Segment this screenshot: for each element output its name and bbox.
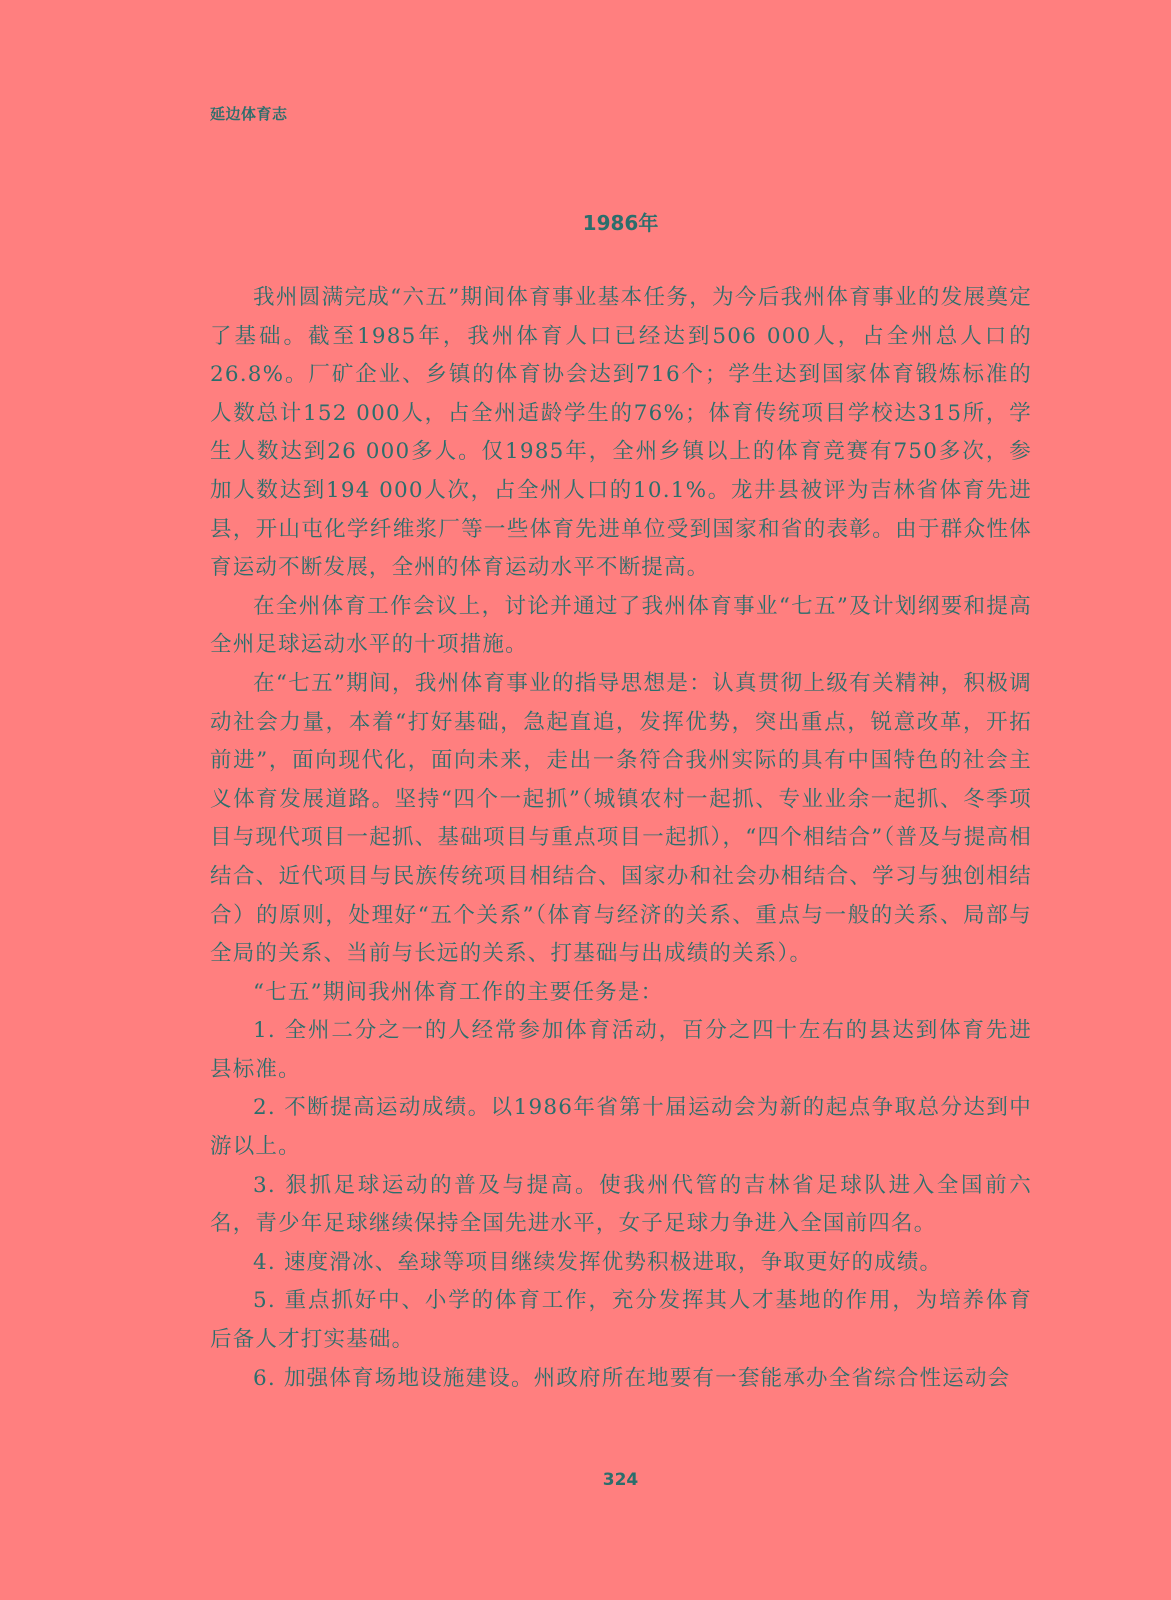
year-heading: 1986年 <box>582 211 659 235</box>
paragraph-summary-sixth-five-year: 我州圆满完成“六五”期间体育事业基本任务，为今后我州体育事业的发展奠定了基础。截至1985年，我州体育人口已经达到506 000人，占全州总人口的26.8%。厂矿企业、乡镇的体育协会达到716个；学生达到国家体育锻炼标准的人数总计152 000人，占全州适龄学生的76%；体育传统项目学校达315所，学生人数达到26 000多人。仅1985年，全州乡镇以上的体育竞赛有750多次，参加人数达到194 000人次，占全州人口的10.1%。龙井县被评为吉林省体育先进县，开山屯化学纤维浆厂等一些体育先进单位受到国家和省的表彰。由于群众性体育运动不断发展，全州的体育运动水平不断提高。 <box>210 285 1032 581</box>
list-item-task-6: 6. 加强体育场地设施建设。州政府所在地要有一套能承办全省综合性运动会 <box>253 1365 1011 1391</box>
list-item-task-2: 2. 不断提高运动成绩。以1986年省第十届运动会为新的起点争取总分达到中游以上。 <box>210 1095 1032 1160</box>
list-item-task-5: 5. 重点抓好中、小学的体育工作，充分发挥其人才基地的作用，为培养体育后备人才打实基础。 <box>210 1288 1032 1353</box>
page-number: 324 <box>602 1470 639 1490</box>
list-item-task-4: 4. 速度滑冰、垒球等项目继续发挥优势积极进取，争取更好的成绩。 <box>253 1249 943 1275</box>
paragraph-guiding-ideology: 在“七五”期间，我州体育事业的指导思想是：认真贯彻上级有关精神，积极调动社会力量，本着“打好基础，急起直追，发挥优势，突出重点，锐意改革，开拓前进”，面向现代化，面向未来，走出一条符合我州实际的具有中国特色的社会主义体育发展道路。坚持“四个一起抓”（城镇农村一起抓、专业业余一起抓、冬季项目与现代项目一起抓、基础项目与重点项目一起抓），“四个相结合”（普及与提高相结合、近代项目与民族传统项目相结合、国家办和社会办相结合、学习与独创相结合）的原则，处理好“五个关系”（体育与经济的关系、重点与一般的关系、局部与全局的关系、当前与长远的关系、打基础与出成绩的关系）。 <box>210 670 1032 967</box>
list-item-task-3: 3. 狠抓足球运动的普及与提高。使我州代管的吉林省足球队进入全国前六名，青少年足球继续保持全国先进水平，女子足球力争进入全国前四名。 <box>210 1172 1032 1237</box>
paragraph-main-tasks-intro: “七五”期间我州体育工作的主要任务是： <box>253 979 664 1005</box>
list-item-task-1: 1. 全州二分之一的人经常参加体育活动，百分之四十左右的县达到体育先进县标准。 <box>210 1018 1032 1082</box>
running-header-book-title: 延边体育志 <box>210 105 288 123</box>
body-text <box>210 279 1032 1398</box>
paragraph-conference: 在全州体育工作会议上，讨论并通过了我州体育事业“七五”及计划纲要和提高全州足球运动水平的十项措施。 <box>210 593 1032 658</box>
